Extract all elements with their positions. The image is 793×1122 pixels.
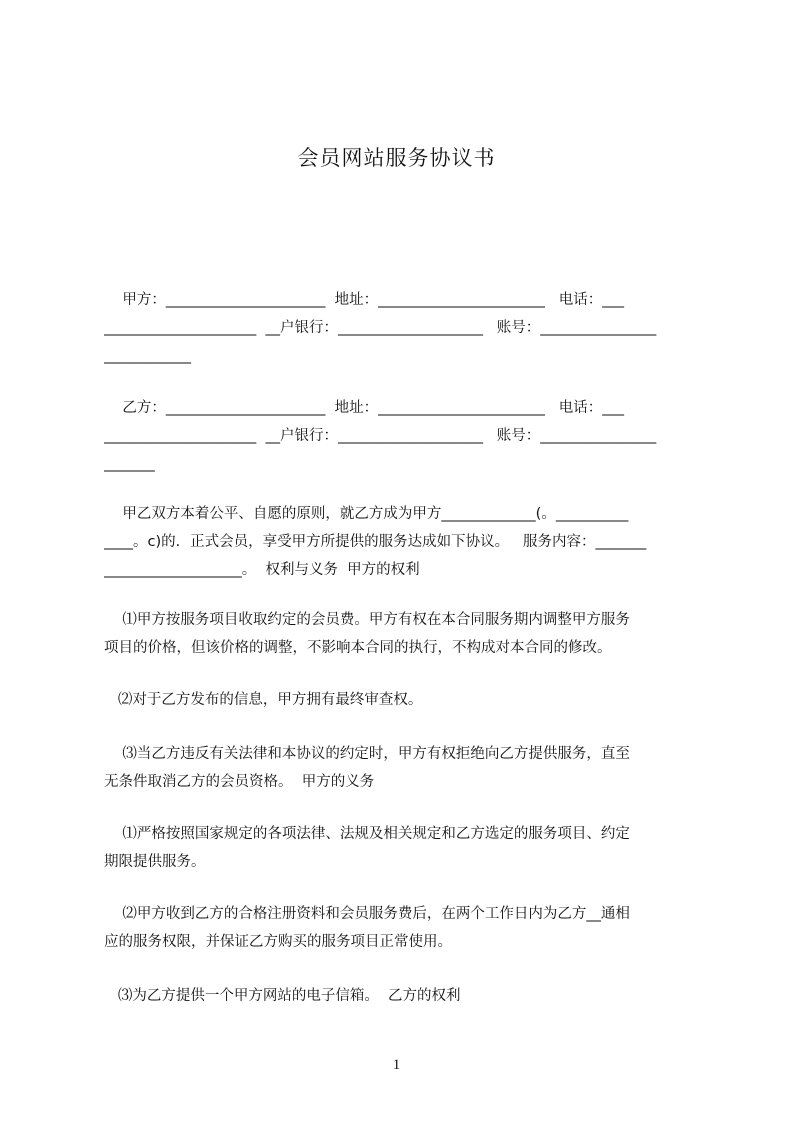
clause-1-line-2: 项目的价格，但该价格的调整，不影响本合同的执行，不构成对本合同的修改。 — [104, 640, 612, 656]
clause-3-line-1: ⑶当乙方违反有关法律和本协议的约定时，甲方有权拒绝向乙方提供服务，直至 — [104, 746, 630, 762]
clause-4-line-2: 期限提供服务。 — [104, 854, 206, 870]
intro-line-2: ____。c)的．正式会员，享受甲方所提供的服务达成如下协议。 服务内容：_______ — [104, 534, 647, 550]
clause-5-line-2: 应的服务权限，并保证乙方购买的服务项目正常使用。 — [104, 934, 452, 950]
party-a-line-3: ____________ — [104, 348, 191, 364]
intro-line-1: 甲乙双方本着公平、自愿的原则，就乙方成为甲方_____________(。__________ — [104, 506, 629, 522]
clause-5-line-1: ⑵甲方收到乙方的合格注册资料和会员服务费后，在两个工作日内为乙方__通相 — [104, 906, 630, 922]
clause-6-line-1: ⑶为乙方提供一个甲方网站的电子信箱。 乙方的权利 — [104, 988, 461, 1004]
page-number: 1 — [392, 1057, 401, 1073]
clause-1-line-1: ⑴甲方按服务项目收取约定的会员费。甲方有权在本合同服务期内调整甲方服务 — [104, 612, 630, 628]
clause-2-line-1: ⑵对于乙方发布的信息，甲方拥有最终审查权。 — [104, 692, 423, 708]
party-b-line-1: 乙方：______________________ 地址：_______________________ 电话：___ — [104, 400, 624, 416]
clause-4-line-1: ⑴严格按照国家规定的各项法律、法规及相关规定和乙方选定的服务项目、约定 — [104, 826, 630, 842]
party-b-line-2: _____________________ __户银行：____________________ 账号：________________ — [104, 428, 657, 444]
party-a-line-1: 甲方：______________________ 地址：_______________________ 电话：___ — [104, 292, 624, 308]
party-b-line-3: _______ — [104, 456, 155, 472]
intro-line-3: ___________________。 权利与义务 甲方的权利 — [104, 562, 420, 578]
party-a-line-2: _____________________ __户银行：____________________ 账号：________________ — [104, 320, 657, 336]
clause-3-line-2: 无条件取消乙方的会员资格。 甲方的义务 — [104, 774, 375, 790]
document-title: 会员网站服务协议书 — [297, 146, 496, 170]
